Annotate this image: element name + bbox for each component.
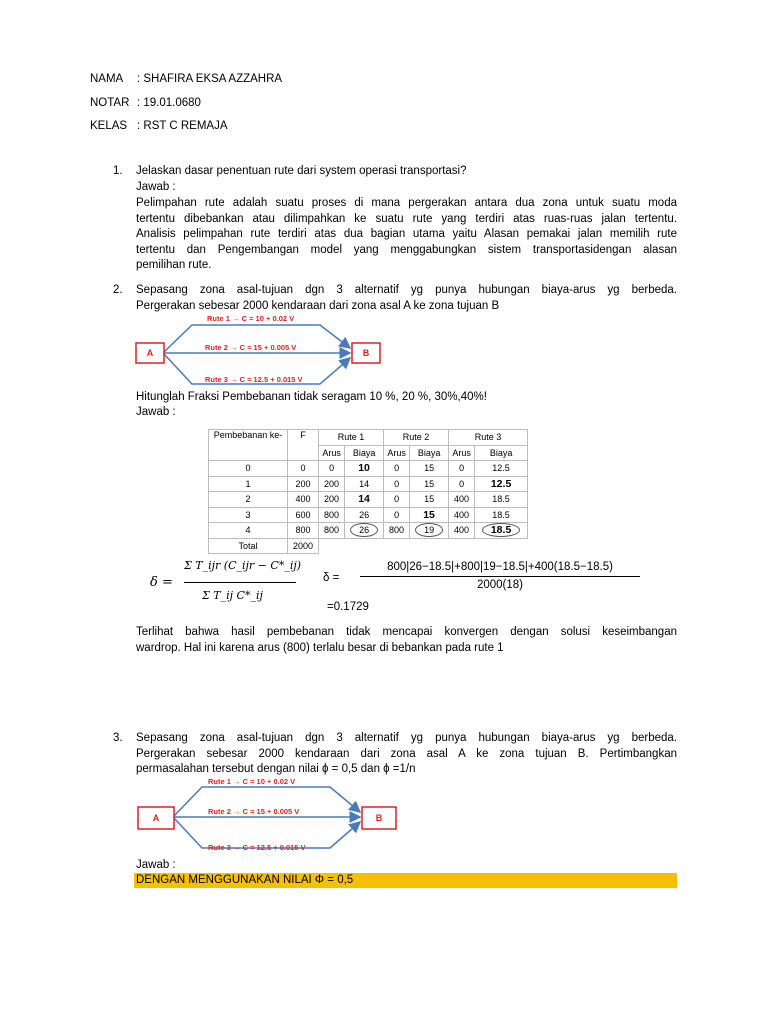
highlight-bar: DENGAN MENGGUNAKAN NILAI Φ = 0,5 — [134, 873, 677, 888]
node-a: A — [146, 348, 154, 358]
node-b: B — [375, 813, 383, 823]
cell: 800 — [319, 507, 345, 523]
cell: 18.5 — [475, 507, 528, 523]
table-row — [209, 523, 528, 539]
circled-value: 26 — [350, 523, 378, 537]
cell: 800 — [288, 523, 319, 539]
cell: 0 — [384, 476, 410, 492]
q1-line: Pelimpahan rute adalah suatu proses di mana pergerakan antara dua zona untuk suatu moda — [136, 197, 677, 209]
q1-question: Jelaskan dasar penentuan rute dari system operasi transportasi? — [136, 165, 467, 177]
q3-jawab: Jawab : — [136, 859, 176, 871]
cell: 15 — [410, 461, 449, 477]
q2-line: Pergerakan sebesar 2000 kendaraan dari zona asal A ke zona tujuan B — [136, 299, 500, 312]
generic-delta: δ = — [150, 575, 173, 590]
cell: 12.5 — [475, 461, 528, 477]
cell: 1 — [209, 476, 288, 492]
fraction-bar — [184, 582, 296, 583]
cell: 10 — [345, 461, 384, 477]
q1-number: 1. — [113, 165, 123, 177]
th-biaya: Biaya — [475, 445, 528, 461]
cell: 600 — [288, 507, 319, 523]
table-row — [209, 507, 528, 523]
q3-line: Sepasang zona asal-tujuan dgn 3 alternatif yg punya hubungan biaya-arus yg berbeda. — [136, 732, 677, 744]
route2-label: Rute 2 → C = 15 + 0.005 V — [208, 807, 300, 816]
conclusion-line: wardrop. Hal ini karena arus (800) terlalu besar di bebankan pada rute 1 — [136, 641, 504, 654]
nama-label: NAMA — [90, 73, 124, 85]
th-arus: Arus — [449, 445, 475, 461]
node-a: A — [152, 813, 160, 823]
cell — [410, 523, 449, 539]
cell: 15 — [410, 492, 449, 508]
q1-jawab: Jawab : — [136, 181, 176, 193]
cell: 14 — [345, 476, 384, 492]
route3-label: Rute 3 → C = 12.5 + 0.015 V — [205, 375, 303, 384]
cell: 0 — [288, 461, 319, 477]
table-total-row — [209, 538, 528, 554]
route1-label: Rute 1 → C = 10 + 0.02 V — [208, 777, 296, 786]
fraction-bar — [360, 576, 640, 577]
cell: 200 — [319, 492, 345, 508]
q3-text — [136, 731, 677, 778]
q3-number: 3. — [113, 732, 123, 744]
total-value: 2000 — [288, 538, 319, 554]
table-row — [209, 461, 528, 477]
circled-value: 19 — [415, 523, 443, 537]
cell: 3 — [209, 507, 288, 523]
loading-table — [208, 429, 528, 554]
q2-number: 2. — [113, 284, 123, 296]
cell — [345, 523, 384, 539]
cell: 26 — [345, 507, 384, 523]
cell: 0 — [209, 461, 288, 477]
generic-denominator: Σ T_ij C*_ij — [202, 589, 263, 602]
cell: 18.5 — [475, 492, 528, 508]
cell: 0 — [384, 507, 410, 523]
cell: 0 — [449, 476, 475, 492]
q1-line: tertentu dibebankan atau dilimpahkan ke suatu rute yang terdiri atas ruas-ruas jalan tertentu. — [136, 212, 677, 225]
route2-label: Rute 2 → C = 15 + 0.005 V — [205, 343, 297, 352]
q3-line: Pergerakan sebesar 2000 kendaraan dari zona asal A ke zona tujuan B. Pertimbangkan — [136, 747, 677, 760]
delta-symbol: δ = — [323, 572, 340, 584]
node-b: B — [362, 348, 370, 358]
cell: 14 — [345, 492, 384, 508]
q2-line: Sepasang zona asal-tujuan dgn 3 alternatif yg punya hubungan biaya-arus yg berbeda. — [136, 284, 677, 296]
cell — [475, 523, 528, 539]
th-rute3: Rute 3 — [449, 430, 528, 446]
cell: 200 — [288, 476, 319, 492]
q1-line: pemilihan rute. — [136, 259, 212, 271]
cell: 400 — [449, 523, 475, 539]
th-pembebanan: Pembebanan ke- — [209, 430, 288, 461]
th-biaya: Biaya — [410, 445, 449, 461]
nama-value: : SHAFIRA EKSA AZZAHRA — [137, 73, 283, 85]
cell: 0 — [384, 461, 410, 477]
total-label: Total — [209, 538, 288, 554]
q1-line: tertentu dan Pengembangan model yang menggabungkan sistem transportasidengan alasan — [136, 243, 677, 256]
route-diagram — [130, 310, 390, 392]
computed-fraction — [360, 560, 640, 593]
conclusion-line: Terlihat bahwa hasil pembebanan tidak mencapai konvergen dengan solusi keseimbangan — [136, 626, 677, 638]
notar-value: : 19.01.0680 — [137, 97, 201, 109]
cell: 800 — [384, 523, 410, 539]
q2-jawab: Jawab : — [136, 406, 176, 418]
cell: 2 — [209, 492, 288, 508]
th-arus: Arus — [319, 445, 345, 461]
cell: 800 — [319, 523, 345, 539]
th-arus: Arus — [384, 445, 410, 461]
q2-conclusion — [136, 625, 677, 656]
cell: 15 — [410, 476, 449, 492]
table-row — [209, 476, 528, 492]
result: =0.1729 — [327, 601, 369, 613]
th-rute2: Rute 2 — [384, 430, 449, 446]
cell: 15 — [410, 507, 449, 523]
circled-value: 18.5 — [482, 523, 520, 537]
route-diagram-2 — [130, 772, 400, 856]
q3-line: permasalahan tersebut dengan nilai ϕ = 0,5 dan ϕ =1/n — [136, 763, 416, 775]
kelas-value: : RST C REMAJA — [137, 120, 228, 132]
q2-prompt: Hitunglah Fraksi Pembebanan tidak seragam 10 %, 20 %, 30%,40%! — [136, 391, 487, 403]
numerator: 800|26−18.5|+800|19−18.5|+400(18.5−18.5) — [387, 561, 613, 573]
cell: 0 — [384, 492, 410, 508]
cell: 0 — [449, 461, 475, 477]
cell: 400 — [288, 492, 319, 508]
th-f: F — [288, 430, 319, 461]
q1-answer — [136, 196, 677, 274]
notar-label: NOTAR — [90, 97, 130, 109]
cell: 12.5 — [475, 476, 528, 492]
cell: 400 — [449, 492, 475, 508]
th-rute1: Rute 1 — [319, 430, 384, 446]
table-row — [209, 492, 528, 508]
route1-label: Rute 1 → C = 10 + 0.02 V — [207, 314, 295, 323]
generic-numerator: Σ T_ijr (C_ijr − C*_ij) — [184, 559, 302, 572]
cell: 400 — [449, 507, 475, 523]
cell: 200 — [319, 476, 345, 492]
route3-label: Rute 3 → C = 12.5 + 0.015 V — [208, 843, 306, 852]
th-biaya: Biaya — [345, 445, 384, 461]
q1-line: Analisis pelimpahan rute terdiri atas dua bagian utama yaitu Alasan pemakai jalan memilih rute — [136, 228, 677, 240]
denominator: 2000(18) — [476, 579, 524, 591]
cell: 4 — [209, 523, 288, 539]
kelas-label: KELAS — [90, 120, 128, 132]
empty-cell — [319, 538, 528, 554]
cell: 0 — [319, 461, 345, 477]
